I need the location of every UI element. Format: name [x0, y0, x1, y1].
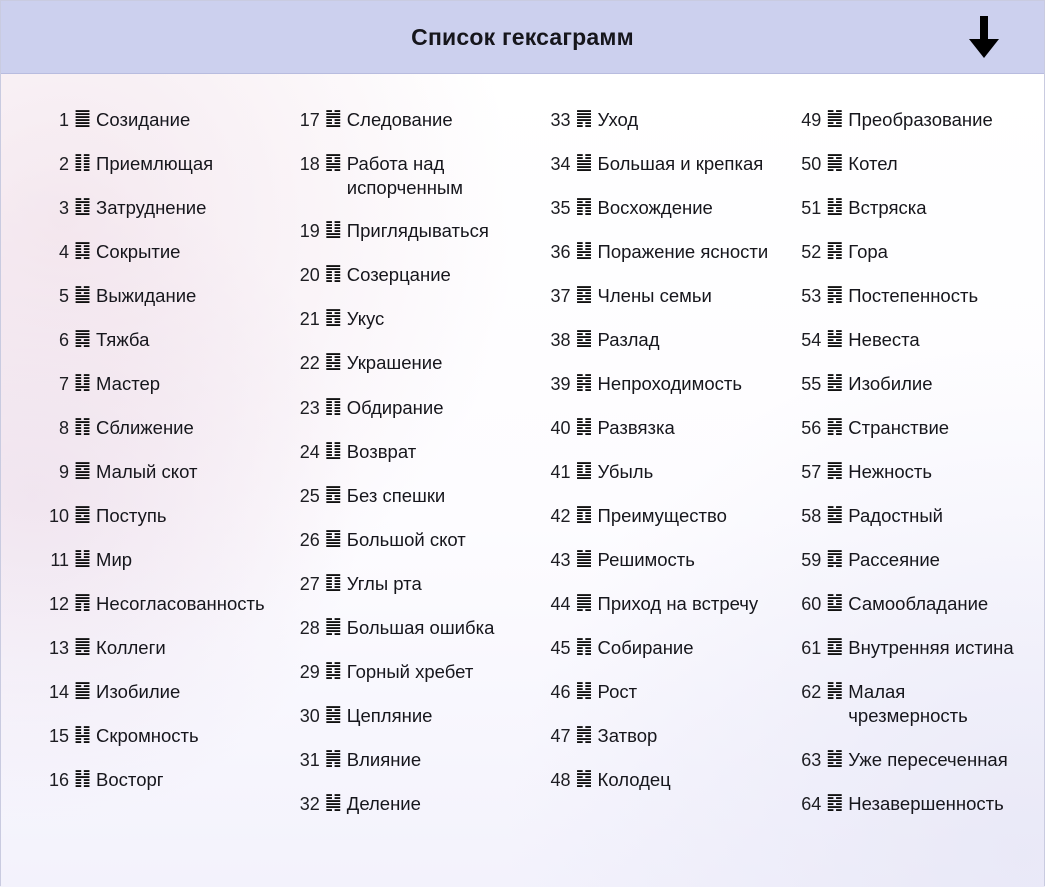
hexagram-number: 19: [299, 221, 320, 242]
hexagram-glyph-icon: ䷞: [324, 746, 342, 769]
hexagram-name: Убыль: [597, 461, 654, 483]
hexagram-row[interactable]: [43, 724, 272, 748]
hexagram-row[interactable]: [43, 240, 272, 264]
hexagram-glyph-icon: ䷿: [826, 790, 844, 813]
hexagram-row[interactable]: [43, 768, 272, 792]
hexagram-glyph-icon: ䷪: [575, 547, 593, 570]
hexagram-row[interactable]: [795, 460, 1024, 484]
hexagram-row[interactable]: [545, 152, 774, 176]
hexagram-glyph-icon: ䷷: [826, 415, 844, 438]
hexagram-row[interactable]: [294, 704, 523, 728]
hexagram-name: Члены семьи: [597, 285, 712, 307]
hexagram-row[interactable]: [545, 372, 774, 396]
hexagram-glyph-icon: ䷹: [826, 503, 844, 526]
hexagram-row[interactable]: [545, 284, 774, 308]
hexagram-row[interactable]: [43, 328, 272, 352]
hexagram-glyph-icon: ䷇: [74, 415, 92, 438]
hexagram-number: 26: [299, 529, 320, 550]
hexagram-glyph-icon: ䷯: [575, 767, 593, 790]
hexagram-row[interactable]: [294, 307, 523, 331]
hexagram-number: 64: [801, 793, 822, 814]
hexagram-row[interactable]: [795, 284, 1024, 308]
hexagram-glyph-icon: ䷭: [575, 679, 593, 702]
hexagram-row[interactable]: [294, 748, 523, 772]
hexagram-number: 51: [801, 198, 822, 219]
hexagram-number: 17: [299, 110, 320, 130]
hexagram-number: 58: [801, 506, 822, 527]
hexagram-name: Большая и крепкая: [597, 153, 764, 175]
hexagram-name: Приемлющая: [96, 153, 214, 175]
hexagram-number: 56: [801, 418, 822, 439]
hexagram-name: Решимость: [597, 549, 695, 571]
hexagram-number: 47: [550, 726, 571, 747]
hexagram-number: 40: [550, 418, 571, 439]
hexagram-name: Гора: [848, 241, 888, 263]
hexagram-row[interactable]: [545, 416, 774, 440]
hexagram-name: Работа над испорченным: [346, 153, 463, 198]
hexagram-row[interactable]: [43, 592, 272, 616]
hexagram-glyph-icon: ䷓: [324, 262, 342, 285]
hexagram-row[interactable]: [43, 152, 272, 176]
hexagram-glyph-icon: ䷫: [575, 591, 593, 614]
hexagram-column-2: [272, 108, 523, 877]
hexagram-name: Непроходимость: [597, 373, 743, 395]
window-titlebar: [1, 1, 1044, 74]
hexagram-glyph-icon: ䷜: [324, 658, 342, 681]
hexagram-glyph-icon: ䷠: [575, 107, 593, 129]
hexagram-glyph-icon: ䷧: [575, 415, 593, 438]
hexagram-name: Укус: [346, 308, 385, 330]
hexagram-row[interactable]: [43, 548, 272, 572]
hexagram-row[interactable]: [545, 768, 774, 792]
hexagram-number: 35: [550, 198, 571, 219]
hexagram-glyph-icon: ䷀: [74, 107, 92, 129]
hexagram-name: Скромность: [96, 725, 199, 747]
hexagram-number: 6: [58, 330, 69, 351]
hexagram-row[interactable]: [294, 263, 523, 287]
hexagram-name: Углы рта: [346, 572, 422, 594]
hexagram-row[interactable]: [294, 108, 523, 132]
hexagram-glyph-icon: ䷱: [826, 151, 844, 174]
hexagram-number: 13: [48, 638, 69, 659]
hexagram-row[interactable]: [795, 152, 1024, 176]
hexagram-name: Изобилие: [848, 373, 933, 395]
hexagram-number: 42: [550, 506, 571, 527]
hexagram-row[interactable]: [294, 616, 523, 640]
hexagram-number: 21: [299, 309, 320, 330]
hexagram-glyph-icon: ䷣: [575, 239, 593, 262]
hexagram-number: 45: [550, 638, 571, 659]
hexagram-number: 31: [299, 749, 320, 770]
hexagram-glyph-icon: ䷆: [74, 371, 92, 394]
hexagram-number: 2: [58, 154, 69, 175]
hexagram-row[interactable]: [43, 504, 272, 528]
hexagram-number: 1: [58, 110, 69, 130]
hexagram-row[interactable]: [43, 284, 272, 308]
hexagram-number: 48: [550, 770, 571, 791]
hexagram-row[interactable]: [795, 636, 1024, 660]
hexagram-name: Мастер: [96, 373, 161, 395]
download-arrow-icon[interactable]: [962, 13, 1006, 61]
hexagram-glyph-icon: ䷺: [826, 547, 844, 570]
hexagram-glyph-icon: ䷅: [74, 327, 92, 350]
hexagram-glyph-icon: ䷚: [324, 570, 342, 593]
hexagram-glyph-icon: ䷳: [826, 239, 844, 262]
hexagram-glyph-icon: ䷮: [575, 723, 593, 746]
hexagram-number: 28: [299, 617, 320, 638]
hexagram-name: Колодец: [597, 769, 671, 791]
hexagram-name: Возврат: [346, 440, 417, 462]
hexagram-name: Следование: [346, 109, 453, 130]
hexagram-glyph-icon: ䷢: [575, 195, 593, 218]
hexagram-glyph-icon: ䷙: [324, 526, 342, 549]
hexagram-name: Приход на встречу: [597, 593, 759, 615]
hexagram-row[interactable]: [545, 504, 774, 528]
hexagram-name: Обдирание: [346, 396, 444, 418]
hexagram-number: 38: [550, 330, 571, 351]
hexagram-row[interactable]: [43, 196, 272, 220]
hexagram-row[interactable]: [795, 592, 1024, 616]
hexagram-name: Влияние: [346, 748, 422, 770]
page-title: Список гексаграмм: [411, 23, 634, 50]
hexagram-name: Преимущество: [597, 505, 727, 527]
hexagram-name: Затруднение: [96, 197, 207, 219]
hexagram-number: 16: [48, 770, 69, 791]
hexagram-number: 20: [299, 265, 320, 286]
hexagram-row[interactable]: [43, 108, 272, 132]
hexagram-number: 34: [550, 154, 571, 175]
hexagram-name: Приглядываться: [346, 220, 489, 242]
hexagram-glyph-icon: ䷵: [826, 327, 844, 350]
hexagram-number: 44: [550, 594, 571, 615]
hexagram-number: 3: [58, 198, 69, 219]
hexagram-number: 22: [299, 353, 320, 374]
hexagram-row[interactable]: [294, 660, 523, 684]
hexagram-glyph-icon: ䷒: [324, 218, 342, 241]
hexagram-row[interactable]: [294, 351, 523, 375]
hexagram-row[interactable]: [795, 328, 1024, 352]
hexagram-glyph-icon: ䷋: [74, 591, 92, 614]
hexagram-glyph-icon: ䷖: [324, 394, 342, 417]
hexagram-glyph-icon: ䷸: [826, 459, 844, 482]
hexagram-number: 61: [801, 638, 822, 659]
hexagram-row[interactable]: [795, 372, 1024, 396]
hexagram-number: 63: [801, 749, 822, 770]
hexagram-number: 8: [58, 418, 69, 439]
hexagram-row[interactable]: [545, 724, 774, 748]
hexagram-row[interactable]: [294, 792, 523, 816]
hexagram-number: 14: [48, 682, 69, 703]
hexagram-number: 37: [550, 286, 571, 307]
hexagram-row[interactable]: [545, 548, 774, 572]
hexagram-name: Странствие: [848, 417, 950, 439]
hexagram-glyph-icon: ䷗: [324, 438, 342, 461]
hexagram-glyph-icon: ䷟: [324, 790, 342, 813]
hexagram-glyph-icon: ䷎: [74, 723, 92, 746]
hexagram-row[interactable]: [545, 196, 774, 220]
hexagram-glyph-icon: ䷝: [324, 702, 342, 725]
hexagram-glyph-icon: ䷰: [826, 107, 844, 129]
hexagram-row[interactable]: [43, 680, 272, 704]
hexagram-name: Мир: [96, 549, 133, 571]
hexagram-number: 49: [801, 110, 822, 130]
hexagram-number: 52: [801, 242, 822, 263]
hexagram-row[interactable]: [43, 372, 272, 396]
hexagram-name: Деление: [346, 792, 421, 814]
hexagram-row[interactable]: [795, 108, 1024, 132]
hexagram-number: 30: [299, 705, 320, 726]
hexagram-glyph-icon: ䷄: [74, 283, 92, 306]
hexagram-row[interactable]: [294, 440, 523, 464]
hexagram-name: Развязка: [597, 417, 675, 439]
hexagram-name: Преобразование: [848, 109, 993, 130]
hexagram-name: Украшение: [346, 352, 443, 374]
hexagram-column-1: [21, 108, 272, 877]
hexagram-number: 60: [801, 594, 822, 615]
hexagram-glyph-icon: ䷏: [74, 767, 92, 790]
hexagram-name: Созерцание: [346, 264, 451, 286]
hexagram-name: Затвор: [597, 725, 658, 747]
hexagram-glyph-icon: ䷡: [575, 151, 593, 174]
hexagram-number: 10: [48, 506, 69, 527]
hexagram-name: Цепляние: [346, 704, 433, 726]
hexagram-row[interactable]: [545, 636, 774, 660]
hexagram-row[interactable]: [545, 460, 774, 484]
hexagram-name: Восторг: [96, 769, 164, 791]
hexagram-name: Изобилие: [96, 681, 181, 703]
hexagram-glyph-icon: ䷕: [324, 350, 342, 373]
hexagram-row[interactable]: [795, 196, 1024, 220]
hexagram-name: Несогласованность: [96, 593, 265, 615]
hexagram-name: Без спешки: [346, 484, 446, 506]
hexagram-name: Встряска: [848, 197, 927, 219]
hexagram-row[interactable]: [795, 748, 1024, 772]
hexagram-glyph-icon: ䷶: [826, 371, 844, 394]
hexagram-number: 57: [801, 462, 822, 483]
hexagram-name: Внутренняя истина: [848, 637, 1014, 659]
hexagram-column-4: [773, 108, 1024, 877]
hexagram-glyph-icon: ䷼: [826, 635, 844, 658]
hexagram-name: Малая чрезмерность: [848, 681, 968, 727]
hexagram-name: Рост: [597, 681, 638, 703]
hexagram-glyph-icon: ䷁: [74, 151, 92, 174]
hexagram-row[interactable]: [795, 792, 1024, 816]
hexagram-number: 29: [299, 661, 320, 682]
hexagram-row[interactable]: [545, 680, 774, 704]
hexagram-name: Восхождение: [597, 197, 713, 219]
hexagram-number: 55: [801, 374, 822, 395]
hexagram-name: Самообладание: [848, 593, 989, 615]
hexagram-glyph-icon: ䷻: [826, 591, 844, 614]
hexagram-glyph-icon: ䷦: [575, 371, 593, 394]
hexagram-number: 7: [58, 374, 69, 395]
hexagram-glyph-icon: ䷛: [324, 614, 342, 637]
hexagram-row[interactable]: [545, 592, 774, 616]
hexagram-name: Постепенность: [848, 285, 979, 307]
hexagram-glyph-icon: ䷐: [324, 107, 342, 129]
hexagram-name: Созидание: [96, 109, 191, 130]
hexagram-name: Поражение ясности: [597, 241, 769, 263]
hexagram-number: 62: [801, 682, 822, 703]
hexagram-glyph-icon: ䷽: [826, 679, 844, 702]
hexagram-number: 46: [550, 682, 571, 703]
hexagram-number: 59: [801, 550, 822, 571]
hexagram-row[interactable]: [545, 328, 774, 352]
hexagram-name: Большая ошибка: [346, 616, 495, 638]
hexagram-columns: [21, 108, 1024, 877]
hexagram-number: 15: [48, 726, 69, 747]
hexagram-glyph-icon: ䷂: [74, 195, 92, 218]
hexagram-glyph-icon: ䷾: [826, 746, 844, 769]
hexagram-row[interactable]: [294, 484, 523, 508]
hexagram-row[interactable]: [795, 416, 1024, 440]
hexagram-name: Котел: [848, 153, 898, 175]
hexagram-glyph-icon: ䷩: [575, 503, 593, 526]
hexagram-name: Сокрытие: [96, 241, 181, 263]
hexagram-row[interactable]: [545, 108, 774, 132]
hexagram-number: 39: [550, 374, 571, 395]
hexagram-glyph-icon: ䷍: [74, 679, 92, 702]
hexagram-name: Рассеяние: [848, 549, 940, 571]
hexagram-number: 33: [550, 110, 571, 130]
hexagram-glyph-icon: ䷈: [74, 459, 92, 482]
hexagram-row[interactable]: [795, 504, 1024, 528]
hexagram-number: 18: [299, 154, 320, 175]
hexagram-name: Радостный: [848, 505, 943, 527]
hexagram-number: 24: [299, 441, 320, 462]
hexagram-name: Малый скот: [96, 461, 198, 483]
hexagram-number: 4: [58, 242, 69, 263]
hexagram-row[interactable]: [294, 572, 523, 596]
hexagram-name: Сближение: [96, 417, 194, 439]
hexagram-row[interactable]: [294, 396, 523, 420]
hexagram-name: Уже пересеченная: [848, 748, 1008, 770]
hexagram-glyph-icon: ䷤: [575, 283, 593, 306]
hexagram-name: Выжидание: [96, 285, 197, 307]
hexagram-glyph-icon: ䷥: [575, 327, 593, 350]
hexagram-number: 23: [299, 397, 320, 418]
hexagram-number: 32: [299, 793, 320, 814]
hexagram-glyph-icon: ䷃: [74, 239, 92, 262]
hexagram-glyph-icon: ䷲: [826, 195, 844, 218]
hexagram-name: Горный хребет: [346, 660, 474, 682]
hexagram-name: Тяжба: [96, 329, 150, 351]
hexagram-row[interactable]: [795, 548, 1024, 572]
hexagram-glyph-icon: ䷌: [74, 635, 92, 658]
hexagram-row[interactable]: [294, 219, 523, 243]
hexagram-glyph-icon: ䷬: [575, 635, 593, 658]
hexagram-glyph-icon: ䷑: [324, 151, 342, 174]
hexagram-name: Большой скот: [346, 528, 466, 550]
hexagram-name: Собирание: [597, 637, 694, 659]
hexagram-name: Коллеги: [96, 637, 166, 659]
hexagram-glyph-icon: ䷊: [74, 547, 92, 570]
hexagram-row[interactable]: [43, 416, 272, 440]
hexagram-number: 25: [299, 485, 320, 506]
hexagram-number: 53: [801, 286, 822, 307]
hexagram-name: Незавершенность: [848, 792, 1004, 814]
hexagram-row[interactable]: [294, 528, 523, 552]
hexagram-name: Нежность: [848, 461, 932, 483]
hexagram-glyph-icon: ䷘: [324, 482, 342, 505]
hexagram-name: Невеста: [848, 329, 920, 351]
hexagram-list-content: [1, 74, 1044, 887]
hexagram-number: 50: [801, 154, 822, 175]
hexagram-number: 11: [50, 550, 69, 571]
hexagram-row[interactable]: [43, 460, 272, 484]
hexagram-name: Поступь: [96, 505, 167, 527]
hexagram-glyph-icon: ䷴: [826, 283, 844, 306]
hexagram-number: 36: [550, 242, 571, 263]
hexagram-column-3: [523, 108, 774, 877]
hexagram-name: Уход: [597, 109, 639, 130]
hexagram-row[interactable]: [795, 680, 1024, 727]
hexagram-name: Разлад: [597, 329, 660, 351]
hexagram-row[interactable]: [795, 240, 1024, 264]
hexagram-row[interactable]: [294, 152, 523, 199]
hexagram-number: 12: [48, 594, 69, 615]
hexagram-glyph-icon: ䷉: [74, 503, 92, 526]
hexagram-number: 9: [58, 462, 69, 483]
hexagram-glyph-icon: ䷔: [324, 306, 342, 329]
hexagram-number: 43: [550, 550, 571, 571]
hexagram-number: 27: [299, 573, 320, 594]
hexagram-glyph-icon: ䷨: [575, 459, 593, 482]
hexagram-number: 54: [801, 330, 822, 351]
hexagram-number: 41: [550, 462, 571, 483]
hexagram-row[interactable]: [545, 240, 774, 264]
hexagram-row[interactable]: [43, 636, 272, 660]
hexagram-number: 5: [58, 286, 69, 307]
